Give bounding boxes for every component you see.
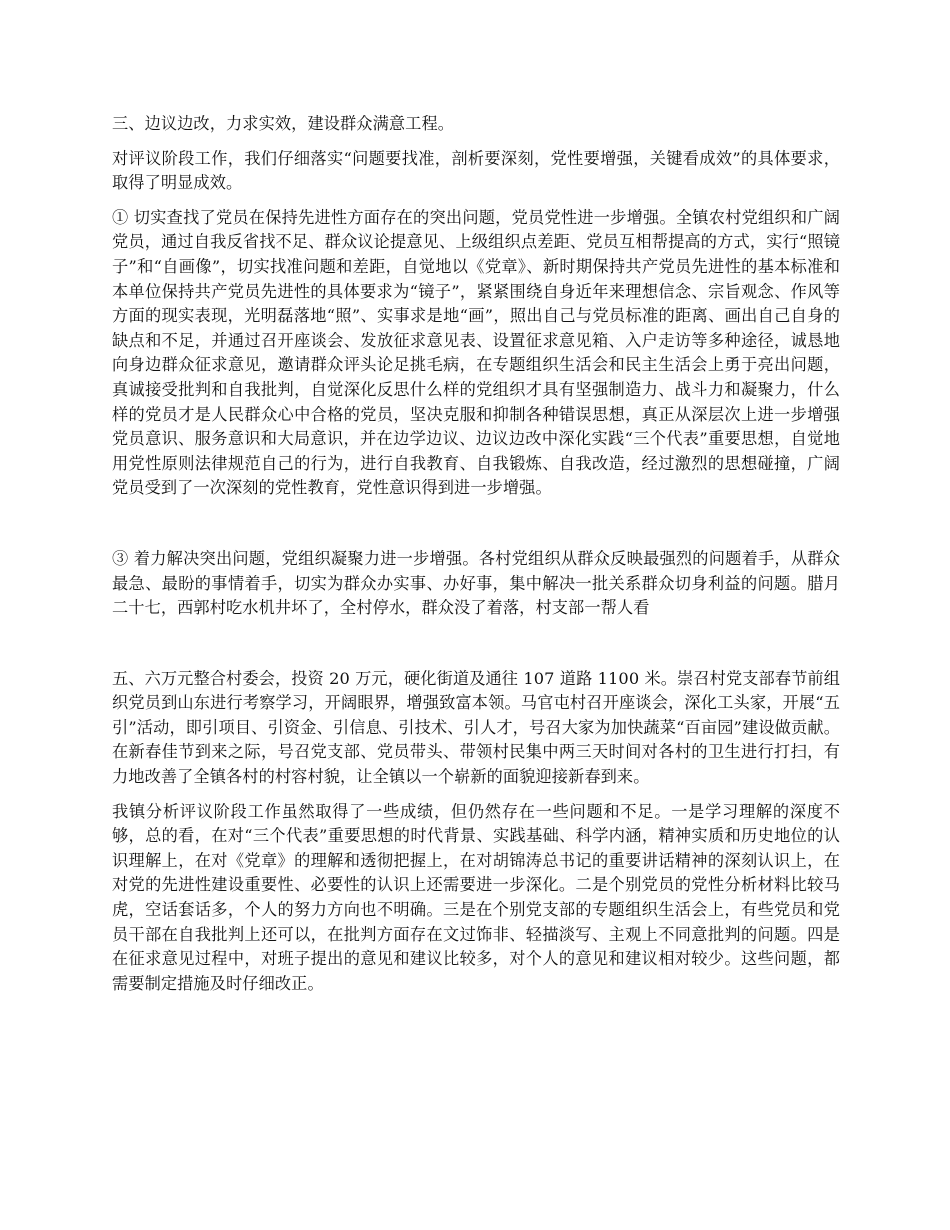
point-one-paragraph: ① 切实查找了党员在保持先进性方面存在的突出问题，党员党性进一步增强。全镇农村党组织和广阔党员，通过自我反省找不足、群众议论提意见、上级组织点差距、党员互相帮提高的方式，实行“照镜子”和“自画像”，切实找准问题和差距，自觉地以《党章》、新时期保持共产党员先进性的基本标准和本单位保持共产党员先进性的具体要求为“镜子”，紧紧围绕自身近年来理想信念、宗旨观念、作风等方面的现实表现，光明磊落地“照”、实事求是地“画”，照出自己与党员标准的距离、画出自己自身的缺点和不足，并通过召开座谈会、发放征求意见表、设置征求意见箱、入户走访等多种途径，诚恳地向身边群众征求意见，邀请群众评头论足挑毛病，在专题组织生活会和民主生活会上勇于亮出问题，真诚接受批判和自我批判，自觉深化反思什么样的党组织才具有坚强制造力、战斗力和凝聚力，什么样的党员才是人民群众心中合格的党员，坚决克服和抑制各种错误思想，真正从深层次上进一步增强党员意识、服务意识和大局意识，并在边学边议、边议边改中深化实践“三个代表”重要思想，自觉地用党性原则法律规范自己的行为，进行自我教育、自我锻炼、自我改造，经过激烈的思想碰撞，广阔党员受到了一次深刻的党性教育，党性意识得到进一步增强。: [112, 207, 840, 498]
document-page: [112, 112, 840, 996]
section-heading-paragraph: 三、边议边改，力求实效，建设群众满意工程。: [112, 114, 455, 133]
point-three-paragraph: ③ 着力解决突出问题，党组织凝聚力进一步增强。各村党组织从群众反映最强烈的问题着手，从群众最急、最盼的事情着手，切实为群众办实事、办好事，集中解决一批关系群众切身利益的问题。腊月二十七，西郭村吃水机井坏了，全村停水，群众没了着落，村支部一帮人看: [112, 548, 840, 618]
section-five-paragraph: 五、六万元整合村委会，投资 20 万元，硬化街道及通往 107 道路 1100 米。崇召村党支部春节前组织党员到山东进行考察学习，开阔眼界，增强致富本领。马官屯村召开座谈会，深化工头家，开展“五引”活动，即引项目、引资金、引信息、引技术、引人才，号召大家为加快蔬菜“百亩园”建设做贡献。在新春佳节到来之际，号召党支部、党员带头、带领村民集中两三天时间对各村的卫生进行打扫，有力地改善了全镇各村的村容村貌，让全镇以一个崭新的面貌迎接新春到来。: [112, 668, 840, 787]
shortcomings-paragraph: 我镇分析评议阶段工作虽然取得了一些成绩，但仍然存在一些问题和不足。一是学习理解的深度不够，总的看，在对“三个代表”重要思想的时代背景、实践基础、科学内涵，精神实质和历史地位的认识理解上，在对《党章》的理解和透彻把握上，在对胡锦涛总书记的重要讲话精神的深刻认识上，在对党的先进性建设重要性、必要性的认识上还需要进一步深化。二是个别党员的党性分析材料比较马虎，空话套话多，个人的努力方向也不明确。三是在个别党支部的专题组织生活会上，有些党员和党员干部在自我批判上还可以，在批判方面存在文过饰非、轻描淡写、主观上不同意批判的问题。四是在征求意见过程中，对班子提出的意见和建议比较多，对个人的意见和建议相对较少。这些问题，都需要制定措施及时仔细改正。: [112, 801, 840, 993]
intro-paragraph: 对评议阶段工作，我们仔细落实“问题要找准，剖析要深刻，党性要增强，关键看成效”的具体要求，取得了明显成效。: [112, 148, 840, 193]
